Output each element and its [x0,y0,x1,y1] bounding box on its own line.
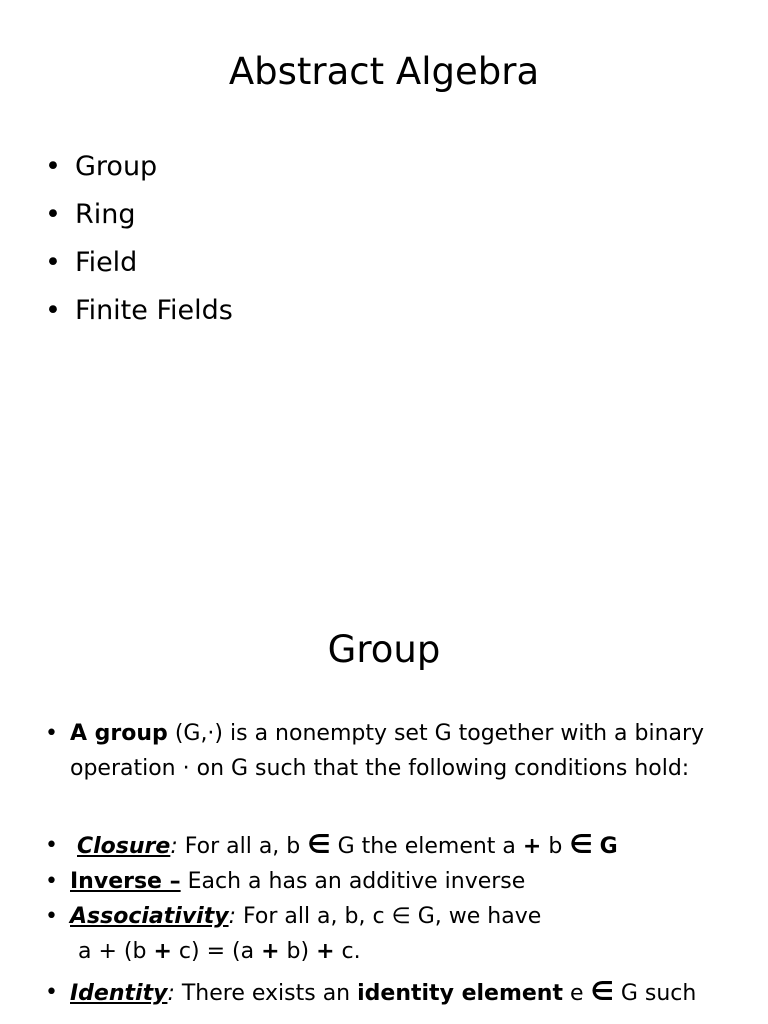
identity-item: • Identity: There exists an identity element e ∈ G such [45,975,745,1011]
definition-item: • A group (G,·) is a nonempty set G together with a binary operation · on G such that the following conditions hold: [45,716,745,786]
bullet-icon: • [45,721,58,746]
slide-title: Abstract Algebra [228,50,540,93]
bullet-icon: • [45,247,61,278]
group-definition-list [45,716,745,1011]
bullet-icon: • [45,833,58,858]
list-item: • Ring [45,191,233,239]
associativity-equation: a + (b + c) = (a + b) + c. [78,939,361,964]
slide-title: Group [327,628,441,671]
slide-group [0,576,768,1024]
closure-item: • Closure: For all a, b ∈ G the element a + b ∈ G [45,828,745,864]
list-item: • Field [45,239,233,287]
associativity-item: • Associativity: For all a, b, c ∈ G, we have [45,899,745,934]
element-of-icon: ∈ [569,830,593,860]
list-item: • Finite Fields [45,287,233,335]
element-of-icon: ∈ [307,830,331,860]
inverse-item: • Inverse – Each a has an additive inverse [45,864,745,899]
bullet-icon: • [45,199,61,230]
element-of-icon: ∈ [590,977,614,1007]
bullet-icon: • [45,904,58,929]
bullet-icon: • [45,980,58,1005]
topic-list [45,143,233,335]
bullet-icon: • [45,869,58,894]
bullet-icon: • [45,295,61,326]
bullet-icon: • [45,151,61,182]
list-item: • Group [45,143,233,191]
